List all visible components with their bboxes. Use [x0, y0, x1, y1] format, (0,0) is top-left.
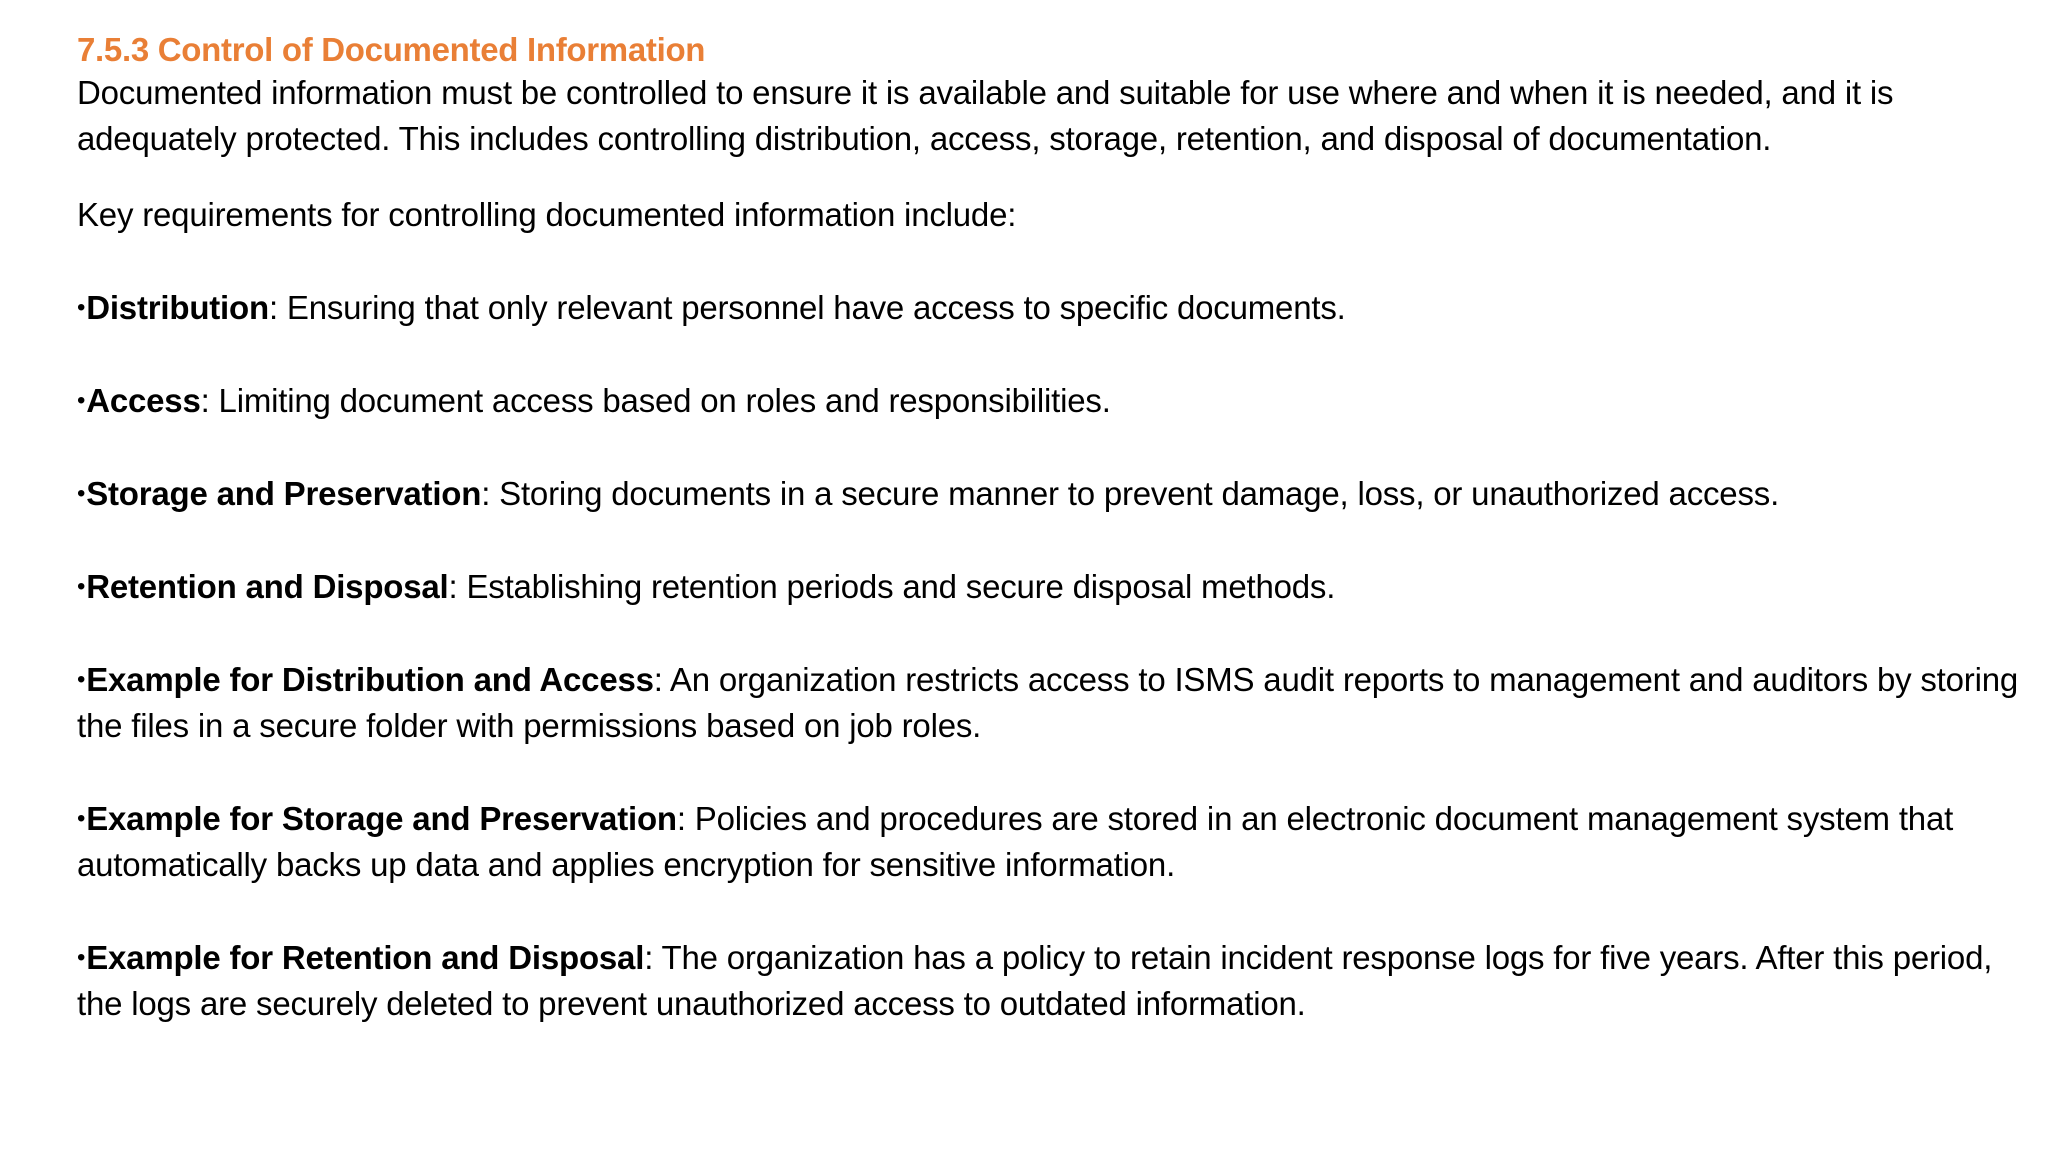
bullet-text: : Limiting document access based on roles and responsibilities.: [200, 382, 1111, 419]
intro-paragraph: Documented information must be controlled to ensure it is available and suitable for use where and when it is needed, and it is adequately protected. This includes controlling distribution, access, storage, retention, and disposal of documentation.: [77, 74, 1894, 157]
list-item: [77, 285, 2027, 331]
bullet-term: Storage and Preservation: [86, 475, 482, 512]
key-requirements-text: Key requirements for controlling documented information include:: [77, 196, 1017, 233]
bullet-icon: •: [77, 944, 86, 971]
list-item: [77, 657, 2027, 749]
bullet-text: : Ensuring that only relevant personnel have access to specific documents.: [268, 289, 1346, 326]
bullet-text: : The organization has a policy to retain incident response logs for five years. After this period, the logs are securely deleted to prevent unauthorized access to outdated information.: [77, 939, 1993, 1022]
bullet-icon: •: [77, 666, 86, 693]
bullet-term: Example for Distribution and Access: [86, 661, 654, 698]
bullet-term: Example for Storage and Preservation: [86, 800, 677, 837]
bullet-term: Example for Retention and Disposal: [86, 939, 645, 976]
bullet-text: : An organization restricts access to ISMS audit reports to management and auditors by storing the files in a secure folder with permissions based on job roles.: [77, 661, 2019, 744]
bullet-icon: •: [77, 294, 86, 321]
bullet-term: Retention and Disposal: [86, 568, 449, 605]
bullet-icon: •: [77, 573, 86, 600]
list-item: [77, 471, 2027, 517]
slide-content: [77, 30, 2027, 1027]
section-heading: 7.5.3 Control of Documented Information: [77, 31, 706, 68]
bullet-icon: •: [77, 480, 86, 507]
bullet-icon: •: [77, 387, 86, 414]
bullet-text: : Storing documents in a secure manner to prevent damage, loss, or unauthorized access.: [481, 475, 1780, 512]
list-item: [77, 378, 2027, 424]
bullet-text: : Establishing retention periods and secure disposal methods.: [448, 568, 1336, 605]
bullet-term: Distribution: [86, 289, 269, 326]
list-item: [77, 796, 2027, 888]
list-item: [77, 564, 2027, 610]
bullet-icon: •: [77, 805, 86, 832]
list-item: [77, 935, 2027, 1027]
bullet-term: Access: [86, 382, 201, 419]
bullet-text: : Policies and procedures are stored in an electronic document management system that automatically backs up data and applies encryption for sensitive information.: [77, 800, 1954, 883]
requirements-list: [77, 285, 2027, 1027]
